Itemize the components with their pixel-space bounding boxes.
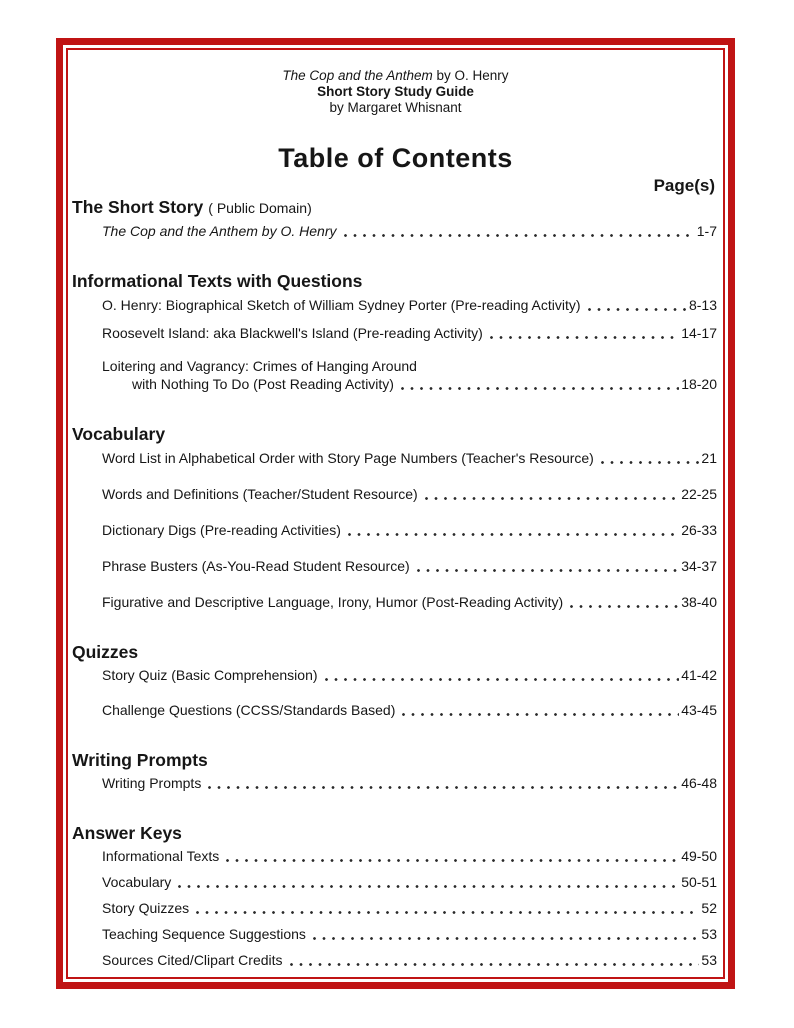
dot-leader <box>178 885 679 888</box>
toc-entry-label: Words and Definitions (Teacher/Student Resource) <box>102 486 418 502</box>
toc-entry <box>102 557 719 575</box>
toc-entry-line-1 <box>102 357 717 375</box>
toc-entry-label: Informational Texts <box>102 848 220 864</box>
toc-entry <box>102 324 719 342</box>
book-title-line <box>72 68 719 84</box>
toc-entry <box>102 847 719 865</box>
decorative-red-frame <box>56 38 735 989</box>
toc-entry-label: Teaching Sequence Suggestions <box>102 926 306 942</box>
dot-leader <box>401 387 679 390</box>
document-header <box>72 60 719 116</box>
toc-entry <box>102 296 719 314</box>
toc-entry-page: 8-13 <box>688 297 717 313</box>
section-heading <box>72 196 719 219</box>
dot-leader <box>588 308 687 311</box>
toc-entry-page: 52 <box>701 900 717 916</box>
toc-entry-label: Dictionary Digs (Pre-reading Activities) <box>102 522 341 538</box>
page-content <box>66 48 725 979</box>
toc-entry <box>102 774 719 792</box>
toc-entry <box>102 899 719 917</box>
toc-entry <box>102 357 719 393</box>
toc-entry-label: Writing Prompts <box>102 775 202 791</box>
dot-leader <box>402 713 679 716</box>
toc-entry-page: 46-48 <box>681 775 717 791</box>
dot-leader <box>226 859 679 862</box>
section-heading: Writing Prompts <box>72 750 208 770</box>
toc-entry-line-2 <box>132 375 717 393</box>
toc-entry-list <box>72 774 719 792</box>
toc-title: Table of Contents <box>278 143 513 173</box>
toc-entry-page: 1-7 <box>696 223 717 239</box>
toc-entry-label: Word List in Alphabetical Order with Story Page Numbers (Teacher's Resource) <box>102 450 594 466</box>
toc-entry-list <box>72 666 719 719</box>
toc-section-the-short-story <box>72 196 719 240</box>
toc-entry-label: Story Quiz (Basic Comprehension) <box>102 667 318 683</box>
toc-entry <box>102 701 719 719</box>
toc-entry-page: 43-45 <box>681 702 717 718</box>
toc-entry-page: 49-50 <box>681 848 717 864</box>
toc-entry-label: Roosevelt Island: aka Blackwell's Island (Pre-reading Activity) <box>102 325 483 341</box>
dot-leader <box>325 678 680 681</box>
toc-entry-page: 53 <box>701 952 717 968</box>
toc-entry-page: 34-37 <box>681 558 717 574</box>
toc-section-informational-texts <box>72 270 719 393</box>
toc-entry <box>102 873 719 891</box>
toc-entry-list <box>72 222 719 240</box>
book-author: by O. Henry <box>432 68 509 83</box>
dot-leader <box>417 569 680 572</box>
toc-entry-page: 38-40 <box>681 594 717 610</box>
section-heading: Informational Texts with Questions <box>72 271 363 291</box>
toc-entry <box>102 925 719 943</box>
toc-entry <box>102 449 719 467</box>
toc-entry-list <box>72 449 719 611</box>
toc-entry <box>102 222 719 240</box>
section-heading-text: The Short Story <box>72 197 204 217</box>
toc-entry-label: Phrase Busters (As-You-Read Student Resource) <box>102 558 410 574</box>
toc-entry-page: 22-25 <box>681 486 717 502</box>
toc-section-answer-keys <box>72 822 719 969</box>
toc-entry-label: Loitering and Vagrancy: Crimes of Hanging Around <box>102 358 417 374</box>
pages-column-label: Page(s) <box>653 176 715 195</box>
toc-entry-page: 26-33 <box>681 522 717 538</box>
toc-entry-page: 41-42 <box>681 667 717 683</box>
toc-entry-page: 18-20 <box>681 376 717 392</box>
dot-leader <box>290 963 700 966</box>
toc-entry-label: Sources Cited/Clipart Credits <box>102 952 283 968</box>
book-title: The Cop and the Anthem <box>282 68 433 83</box>
toc-entry <box>102 593 719 611</box>
toc-entry-page: 21 <box>701 450 717 466</box>
toc-entry-page: 14-17 <box>681 325 717 341</box>
toc-entry-list <box>72 296 719 393</box>
dot-leader <box>601 461 700 464</box>
toc-entry-label: The Cop and the Anthem by O. Henry <box>102 223 337 239</box>
dot-leader <box>570 605 679 608</box>
toc-entry <box>102 666 719 684</box>
guide-author: by Margaret Whisnant <box>329 100 462 115</box>
toc-section-writing-prompts <box>72 749 719 792</box>
toc-entry-label-continued: with Nothing To Do (Post Reading Activity) <box>132 376 394 392</box>
section-heading: Quizzes <box>72 642 139 662</box>
toc-entry <box>102 521 719 539</box>
toc-section-vocabulary <box>72 423 719 611</box>
section-heading: Vocabulary <box>72 424 166 444</box>
dot-leader <box>425 497 680 500</box>
toc-entry-label: Story Quizzes <box>102 900 190 916</box>
dot-leader <box>208 786 679 789</box>
toc-entry <box>102 951 719 969</box>
dot-leader <box>344 234 695 237</box>
dot-leader <box>490 336 679 339</box>
toc-entry-label: Challenge Questions (CCSS/Standards Based) <box>102 702 396 718</box>
section-heading: Answer Keys <box>72 823 182 843</box>
dot-leader <box>196 911 699 914</box>
toc-entry-label: Vocabulary <box>102 874 172 890</box>
toc-entry-page: 53 <box>701 926 717 942</box>
study-guide-subtitle: Short Story Study Guide <box>317 84 474 99</box>
toc-entry-page: 50-51 <box>681 874 717 890</box>
toc-entry-list <box>72 847 719 969</box>
dot-leader <box>313 937 699 940</box>
toc-section-quizzes <box>72 641 719 719</box>
section-heading-note: ( Public Domain) <box>208 200 312 216</box>
toc-entry <box>102 485 719 503</box>
toc-entry-label: Figurative and Descriptive Language, Irony, Humor (Post-Reading Activity) <box>102 594 564 610</box>
toc-entry-label: O. Henry: Biographical Sketch of William Sydney Porter (Pre-reading Activity) <box>102 297 581 313</box>
dot-leader <box>348 533 679 536</box>
